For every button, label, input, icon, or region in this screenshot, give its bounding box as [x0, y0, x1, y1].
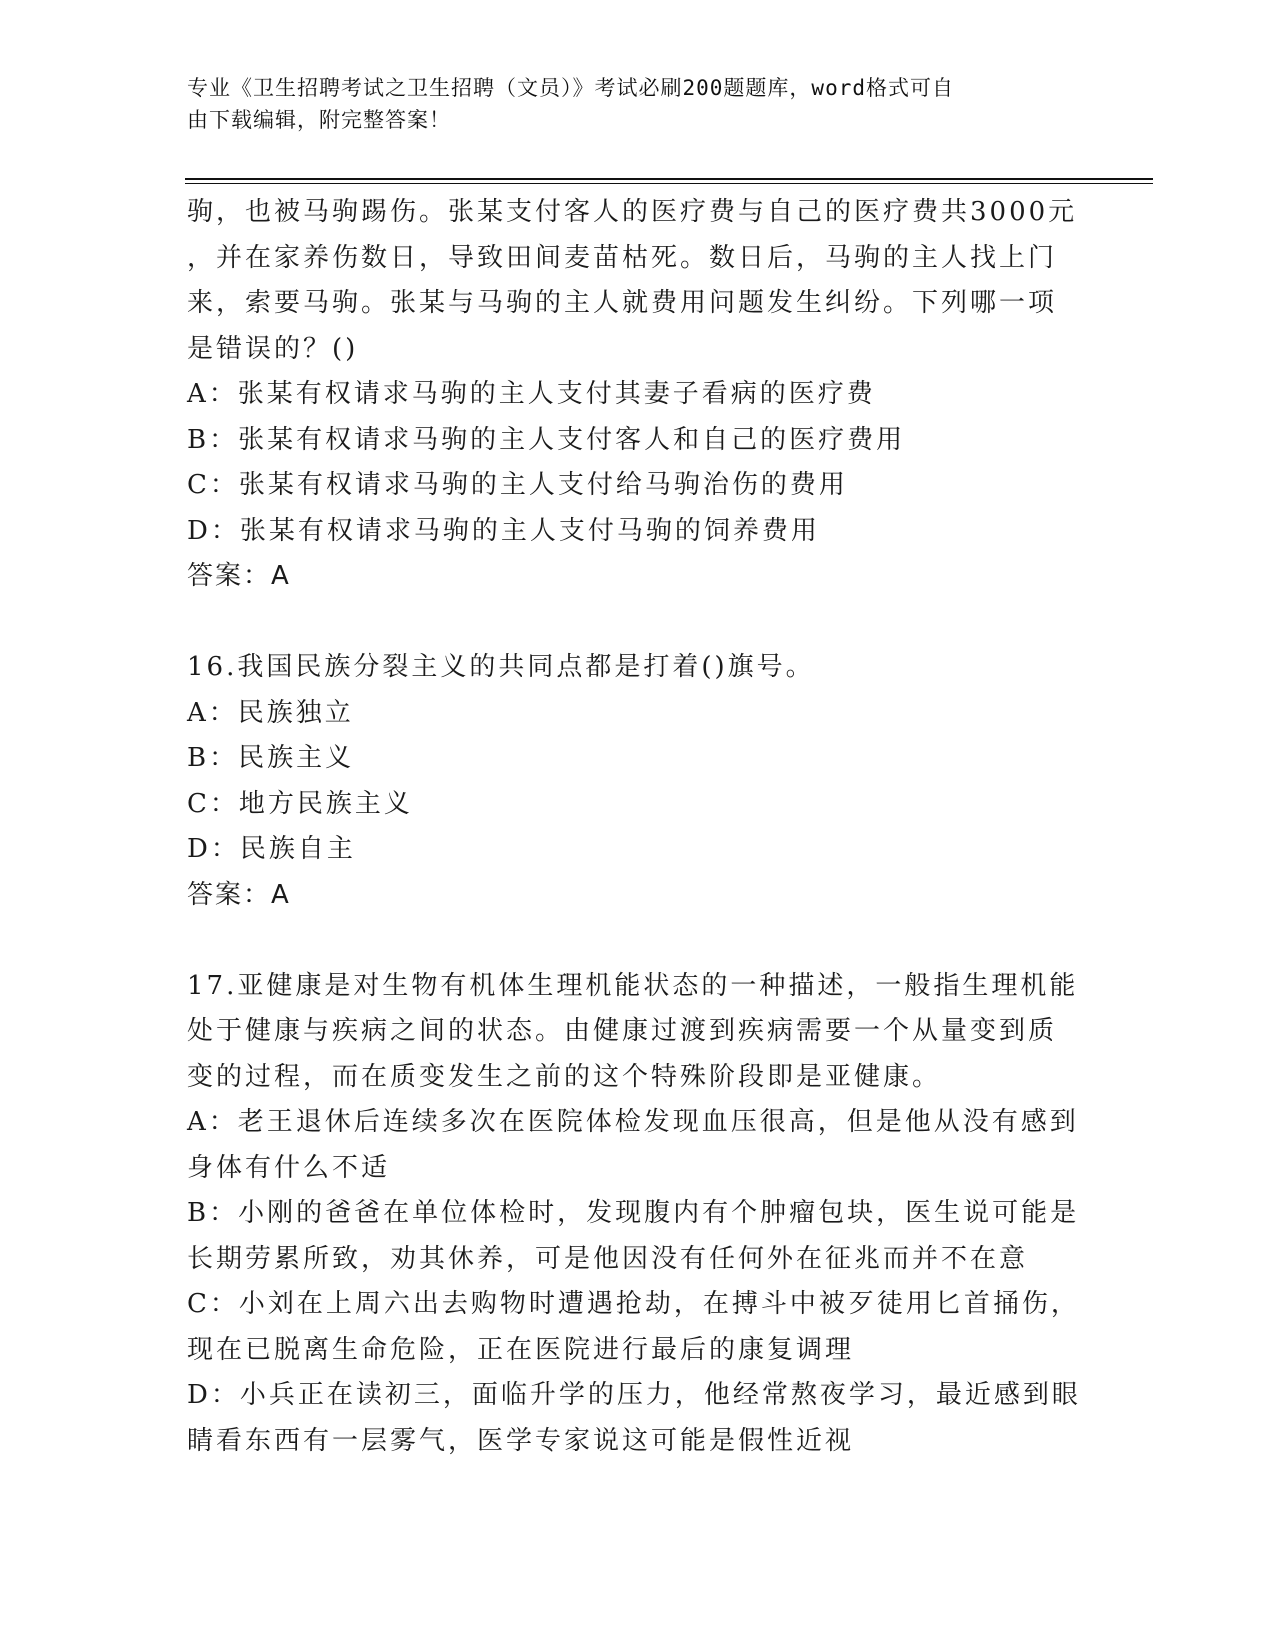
option-d: D：民族自主 [187, 834, 356, 864]
question-15 [187, 190, 1087, 600]
spacer [187, 600, 1087, 646]
header-title-line-1: 专业《卫生招聘考试之卫生招聘（文员）》考试必刷200题题库，word格式可自 [187, 76, 954, 100]
header-rule-thin [185, 183, 1153, 184]
question-stem-line: 来，索要马驹。张某与马驹的主人就费用问题发生纠纷。下列哪一项 [187, 288, 1058, 318]
question-17 [187, 964, 1087, 1465]
option-c: C：张某有权请求马驹的主人支付给马驹治伤的费用 [187, 470, 848, 500]
option-a: A：老王退休后连续多次在医院体检发现血压很高，但是他从没有感到 [187, 1107, 1079, 1137]
option-b: B：民族主义 [187, 743, 355, 773]
question-stem-line: 16.我国民族分裂主义的共同点都是打着()旗号。 [187, 652, 815, 682]
option-a: A：民族独立 [187, 697, 354, 728]
question-16 [187, 645, 1087, 918]
answer-line: 答案：A [187, 561, 291, 591]
header-rule-thick [185, 178, 1153, 180]
answer-line: 答案：A [187, 879, 291, 910]
document-body [187, 190, 1087, 1464]
option-b: B：张某有权请求马驹的主人支付客人和自己的医疗费用 [187, 424, 906, 455]
question-stem-line: 17.亚健康是对生物有机体生理机能状态的一种描述，一般指生理机能 [187, 970, 1079, 1001]
option-a: A：张某有权请求马驹的主人支付其妻子看病的医疗费 [187, 379, 876, 409]
question-stem-line: 处于健康与疾病之间的状态。由健康过渡到疾病需要一个从量变到质 [187, 1016, 1058, 1046]
spacer [187, 918, 1087, 964]
option-d: D：小兵正在读初三，面临升学的压力，他经常熬夜学习，最近感到眼 [187, 1380, 1081, 1410]
option-d: D：张某有权请求马驹的主人支付马驹的饲养费用 [187, 515, 820, 546]
question-stem-line: 是错误的？() [187, 333, 359, 364]
question-stem-line: 变的过程，而在质变发生之前的这个特殊阶段即是亚健康。 [187, 1061, 942, 1092]
option-b-continued: 长期劳累所致，劝其休养，可是他因没有任何外在征兆而并不在意 [187, 1243, 1029, 1274]
option-b: B：小刚的爸爸在单位体检时，发现腹内有个肿瘤包块，医生说可能是 [187, 1198, 1080, 1228]
page-header [187, 72, 1087, 136]
option-c: C：小刘在上周六出去购物时遭遇抢劫，在搏斗中被歹徒用匕首捅伤， [187, 1289, 1080, 1319]
option-a-continued: 身体有什么不适 [187, 1152, 391, 1183]
header-title-line-2: 由下载编辑，附完整答案！ [187, 108, 451, 132]
option-c-continued: 现在已脱离生命危险，正在医院进行最后的康复调理 [187, 1334, 855, 1365]
question-stem-line: 驹，也被马驹踢伤。张某支付客人的医疗费与自己的医疗费共3000元 [187, 197, 1078, 227]
question-stem-line: ，并在家养伤数日，导致田间麦苗枯死。数日后，马驹的主人找上门 [187, 242, 1058, 273]
option-d-continued: 睛看东西有一层雾气，医学专家说这可能是假性近视 [187, 1425, 855, 1456]
option-c: C：地方民族主义 [187, 788, 413, 819]
